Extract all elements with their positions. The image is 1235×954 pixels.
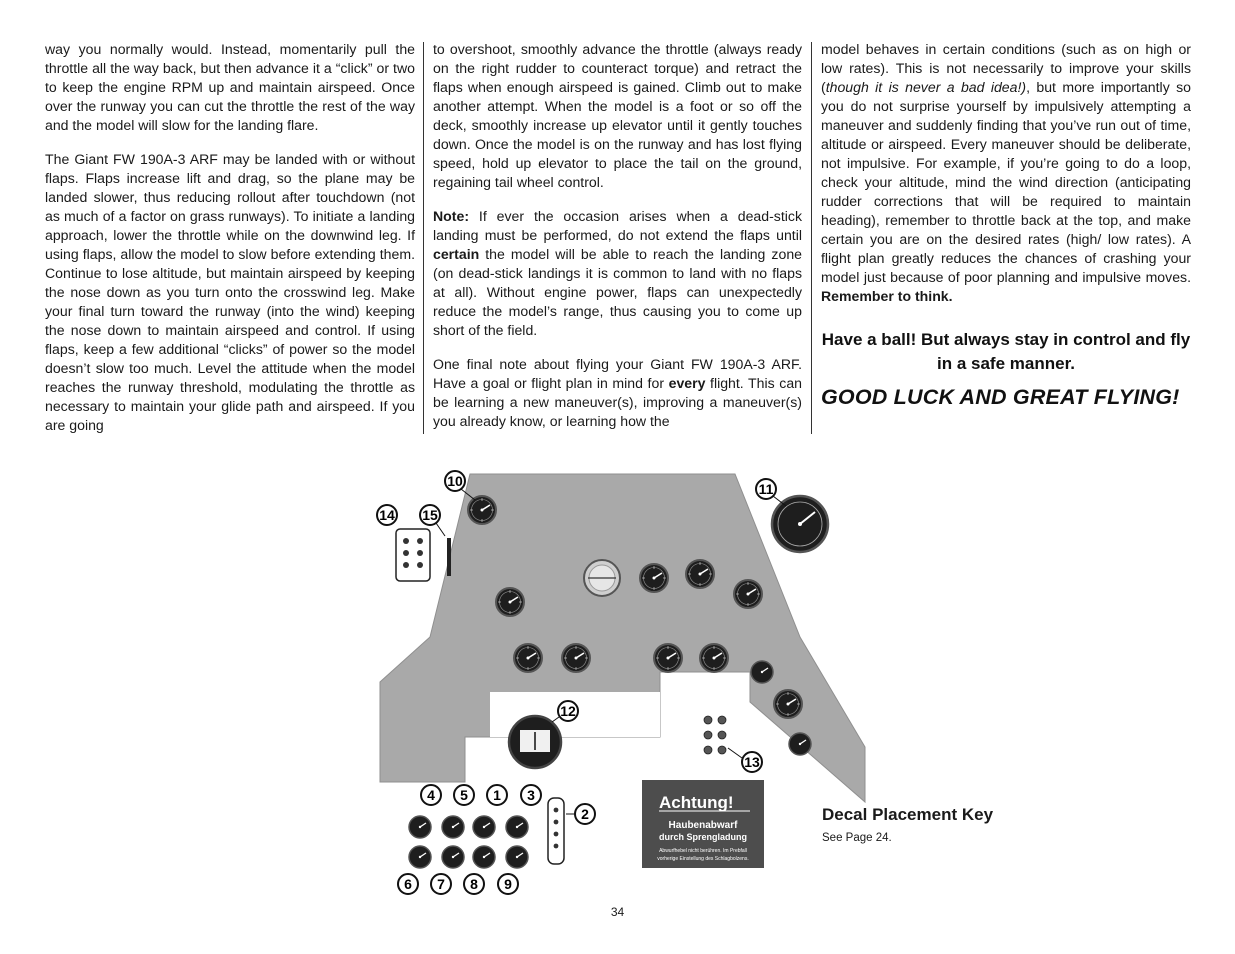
callout-7-label: 7	[437, 876, 445, 892]
decal-13-switches	[704, 716, 726, 754]
text-run: , but more importantly so you do not surprise yourself by impulsively attempting a maneuver and suddenly finding that you’ve run out of time, altitude or airspeed. Every maneuver should be deliberate, not impulsive. For example, if you’re going to do a loop, check your altitude, mind the wind direction (anticipating rudder corrections that will be required to maintain heading), remember to throttle back at the top, and make certain you are on the desired rates (high/ low rates). A flight plan greatly reduces the chances of crashing your model just because of poor planning and impulsive moves.	[821, 79, 1191, 285]
good-luck-heading: GOOD LUCK AND GREAT FLYING!	[821, 385, 1180, 409]
achtung-placard	[642, 780, 764, 868]
clock-gauge	[751, 661, 773, 683]
decal-10-gauge	[468, 496, 496, 524]
decal-15-bar	[447, 538, 451, 576]
text-run: flight. This can be learning a new maneuver(s), improving a maneuver(s) you already know, or learning how the	[433, 375, 802, 429]
pressure-gauge	[654, 644, 682, 672]
airspeed-gauge	[496, 588, 524, 616]
callout-2	[575, 804, 595, 824]
callout-3-label: 3	[527, 787, 535, 803]
compass-gauge	[686, 560, 714, 588]
decal-1-gauge	[473, 816, 495, 838]
italic-aside: though it is never a bad idea!)	[825, 79, 1027, 95]
text-run: One final note about flying your Giant FW 190A-3 ARF. Have a goal or flight plan in mind for	[433, 356, 802, 391]
achtung-title: Achtung!	[659, 793, 734, 812]
callout-10-label: 10	[447, 473, 463, 489]
instrument-panel-figure	[360, 462, 880, 902]
achtung-line2: durch Sprengladung	[658, 832, 748, 842]
decal-11-gauge	[772, 496, 828, 552]
column-divider	[811, 42, 812, 434]
callout-10	[445, 471, 465, 491]
decal-2-strip	[548, 798, 564, 864]
callout-6	[398, 874, 418, 894]
paragraph	[821, 40, 1191, 306]
callout-15-label: 15	[422, 507, 438, 523]
temp-gauge	[700, 644, 728, 672]
emphasis: Remember to think.	[821, 288, 953, 304]
text-column-3	[821, 40, 1191, 407]
decal-key-subtitle: See Page 24.	[822, 832, 892, 844]
text-column-1	[45, 40, 415, 450]
callout-7	[431, 874, 451, 894]
callout-9-label: 9	[504, 876, 512, 892]
decal-key-title: Decal Placement Key	[822, 805, 994, 824]
fuel-gauge	[514, 644, 542, 672]
note-text: the model will be able to reach the landing zone (on dead-stick landings it is common to land with no flaps at all). Without engine power, flaps can unexpectedly reduce the model’s range, thus causing you to come up short of the field.	[433, 246, 802, 338]
decal-12-gauge	[509, 716, 561, 768]
note-emphasis: certain	[433, 246, 480, 262]
altimeter-gauge	[640, 564, 668, 592]
note-paragraph	[433, 207, 802, 340]
boost-gauge	[789, 733, 811, 755]
emphasis: every	[668, 375, 706, 391]
callout-11-label: 11	[758, 481, 774, 497]
page-number: 34	[610, 905, 625, 919]
paragraph: way you normally would. Instead, momentarily pull the throttle all the way back, but then advance it a “click” or two to keep the engine RPM up and maintain airspeed. Once over the runway you can cut the throttle the rest of the way and the model will slow for the landing flare.	[45, 41, 415, 133]
column-divider	[423, 42, 424, 434]
callout-12	[558, 701, 578, 721]
callout-13-label: 13	[744, 754, 760, 770]
callout-4-label: 4	[427, 787, 435, 803]
callout-5	[454, 785, 474, 805]
achtung-line4: vorherige Einstellung des Schlagbolzens.	[657, 856, 749, 862]
callout-14-label: 14	[379, 507, 395, 523]
callout-2-label: 2	[581, 806, 589, 822]
vario-gauge	[774, 690, 802, 718]
decal-7-gauge	[442, 846, 464, 868]
callout-1-label: 1	[493, 787, 501, 803]
decal-3-gauge	[506, 816, 528, 838]
callout-3	[521, 785, 541, 805]
text-column-2	[433, 40, 802, 446]
callout-8-label: 8	[470, 876, 478, 892]
oil-gauge	[562, 644, 590, 672]
closing-message: Have a ball! But always stay in control and fly in a safe manner.	[821, 330, 1191, 373]
callout-9	[498, 874, 518, 894]
decal-5-gauge	[442, 816, 464, 838]
decal-6-gauge	[409, 846, 431, 868]
achtung-line3: Abwurfhebel nicht berühren. Im Prebfall	[659, 848, 747, 854]
achtung-line1: Haubenabwarf	[668, 820, 738, 831]
decal-8-gauge	[473, 846, 495, 868]
note-label: Note:	[433, 208, 470, 224]
note-text: If ever the occasion arises when a dead-stick landing must be performed, do not extend the flaps until	[433, 208, 802, 243]
decal-4-gauge	[409, 816, 431, 838]
callout-4	[421, 785, 441, 805]
rpm-gauge	[734, 580, 762, 608]
paragraph: The Giant FW 190A-3 ARF may be landed with or without flaps. Flaps increase lift and drag, so the plane may be landed slower, thus reducing rollout after touchdown (not as much of a factor on grass runways). To initiate a landing approach, lower the throttle while on the downwind leg. If using flaps, allow the model to slow before extending them. Continue to lose altitude, but maintain airspeed by keeping the nose down as you turn onto the crosswind leg. Make your final turn toward the runway (into the wind) keeping the nose down to maintain airspeed and control. If using flaps, keep a few additional “clicks” of power so the model doesn’t slow too much. Level the attitude when the model reaches the runway threshold, modulating the throttle as necessary to maintain your glide path and airspeed. If you are going	[45, 151, 415, 433]
decal-14-panel	[396, 529, 430, 581]
callout-8	[464, 874, 484, 894]
callout-13	[742, 752, 762, 772]
callout-5-label: 5	[460, 787, 468, 803]
callout-1	[487, 785, 507, 805]
paragraph	[433, 355, 802, 431]
callout-14	[377, 505, 397, 525]
callout-6-label: 6	[404, 876, 412, 892]
callout-15	[420, 505, 440, 525]
paragraph: to overshoot, smoothly advance the throttle (always ready on the right rudder to counteract torque) and retract the flaps when enough airspeed is gained. Climb out to make another attempt. When the model is a foot or so off the deck, smoothly increase up elevator until it gently touches down. Once the model is on the runway and has lost flying speed, hold up elevator to place the tail on the ground, regaining tail wheel control.	[433, 41, 802, 190]
text-run: model behaves in certain conditions (such as on high or low rates). This is not necessarily to improve your skills (	[821, 41, 1191, 95]
attitude-gauge	[584, 560, 620, 596]
callout-12-label: 12	[560, 703, 576, 719]
decal-9-gauge	[506, 846, 528, 868]
